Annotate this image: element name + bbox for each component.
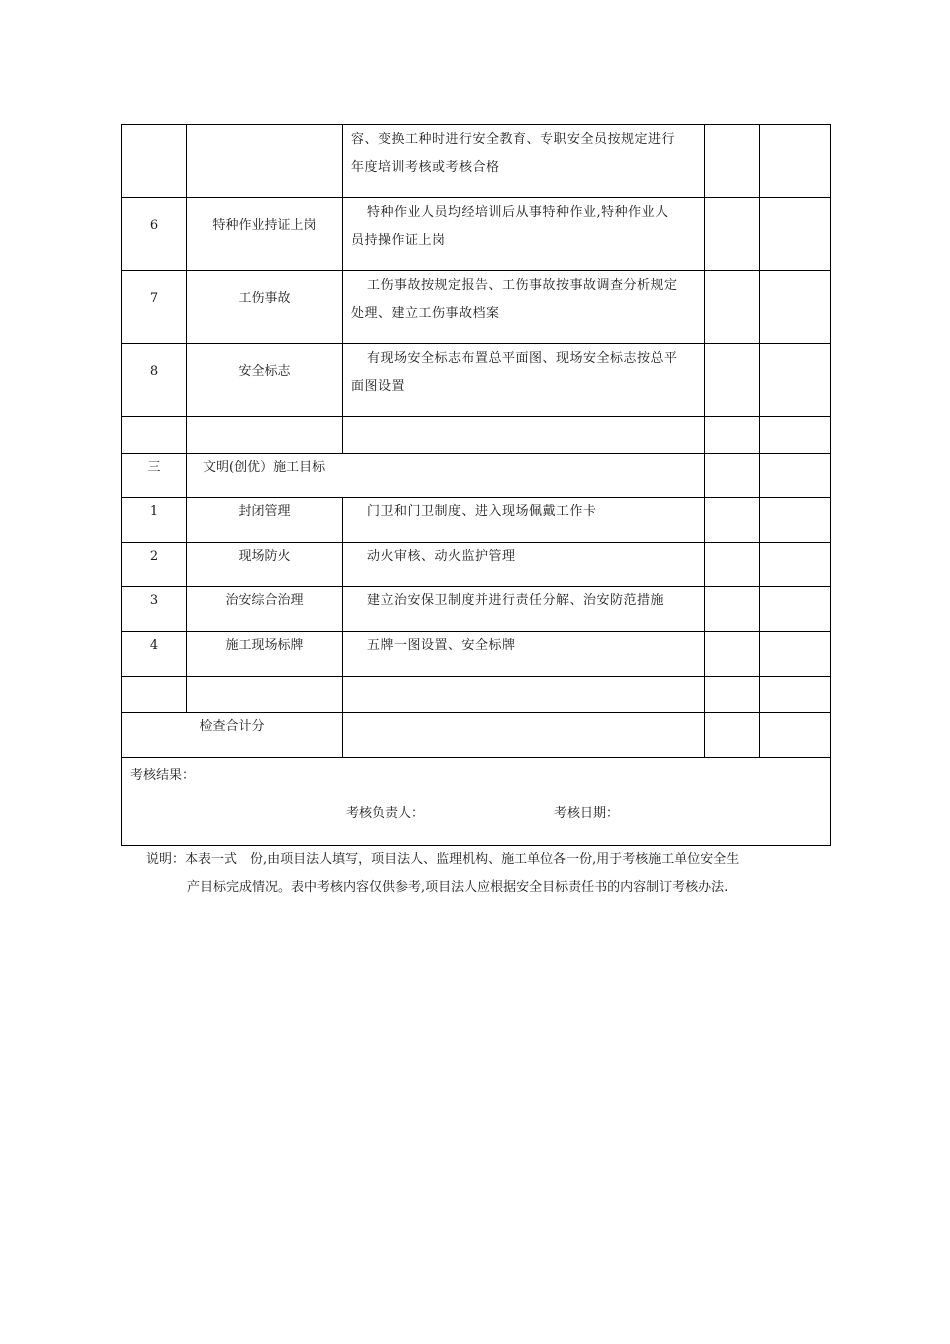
row-item: 治安综合治理 — [187, 587, 343, 632]
row-number: 2 — [122, 543, 187, 587]
empty-row — [122, 417, 831, 454]
row-item: 现场防火 — [187, 543, 343, 587]
row-content: 工伤事故按规定报告、工伤事故按事故调查分析规定 处理、建立工伤事故档案 — [343, 271, 705, 344]
result-label: 考核结果： — [130, 768, 196, 783]
row-number: 3 — [122, 587, 187, 632]
score-cell — [705, 198, 760, 271]
empty-row — [122, 677, 831, 713]
responsible-label: 考核负责人： — [346, 806, 425, 821]
row-item: 安全标志 — [187, 344, 343, 417]
table-row — [122, 587, 831, 632]
score-cell — [705, 498, 760, 543]
score-cell — [705, 271, 760, 344]
result-row — [122, 758, 831, 846]
row-content: 有现场安全标志布置总平面图、现场安全标志按总平 面图设置 — [343, 344, 705, 417]
remark-cell — [760, 543, 831, 587]
row-content: 门卫和门卫制度、进入现场佩戴工作卡 — [343, 498, 705, 543]
row-item: 特种作业持证上岗 — [187, 198, 343, 271]
remark-cell — [760, 713, 831, 758]
assessment-table — [121, 124, 831, 846]
score-cell — [705, 713, 760, 758]
section-number: 三 — [122, 454, 187, 498]
table-row — [122, 125, 831, 198]
row-content: 建立治安保卫制度并进行责任分解、治安防范措施 — [343, 587, 705, 632]
table-row — [122, 632, 831, 677]
remark-cell — [760, 198, 831, 271]
score-cell — [705, 125, 760, 198]
remark-cell — [760, 587, 831, 632]
row-content: 动火审核、动火监护管理 — [343, 543, 705, 587]
footnote — [146, 846, 826, 902]
total-value — [343, 713, 705, 758]
table-row — [122, 543, 831, 587]
table-row — [122, 498, 831, 543]
total-label: 检查合计分 — [122, 713, 343, 758]
row-content: 特种作业人员均经培训后从事特种作业,特种作业人 员持操作证上岗 — [343, 198, 705, 271]
remark-cell — [760, 125, 831, 198]
row-item: 工伤事故 — [187, 271, 343, 344]
score-cell — [705, 344, 760, 417]
row-content: 容、变换工种时进行安全教育、专职安全员按规定进行 年度培训考核或考核合格 — [343, 125, 705, 198]
score-cell — [705, 587, 760, 632]
score-cell — [705, 632, 760, 677]
assessment-result — [122, 758, 831, 846]
table-row — [122, 198, 831, 271]
row-content: 五牌一图设置、安全标牌 — [343, 632, 705, 677]
remark-cell — [760, 454, 831, 498]
row-number: 7 — [122, 271, 187, 344]
remark-cell — [760, 271, 831, 344]
footnote-line-2: 产目标完成情况。表中考核内容仅供参考,项目法人应根据安全目标责任书的内容制订考核办法. — [187, 880, 729, 895]
row-item: 施工现场标牌 — [187, 632, 343, 677]
row-number: 4 — [122, 632, 187, 677]
table-row — [122, 271, 831, 344]
row-number: 1 — [122, 498, 187, 543]
score-cell — [705, 454, 760, 498]
table-row — [122, 344, 831, 417]
row-item: 封闭管理 — [187, 498, 343, 543]
row-number: 6 — [122, 198, 187, 271]
row-number: 8 — [122, 344, 187, 417]
remark-cell — [760, 498, 831, 543]
date-label: 考核日期： — [554, 806, 620, 821]
row-item — [187, 125, 343, 198]
section-title: 文明(创优）施工目标 — [187, 454, 705, 498]
section-header-row — [122, 454, 831, 498]
remark-cell — [760, 344, 831, 417]
remark-cell — [760, 632, 831, 677]
footnote-line-1: 说明：本表一式 份,由项目法人填写，项目法人、监理机构、施工单位各一份,用于考核施工单位安全生 — [146, 852, 740, 867]
row-number — [122, 125, 187, 198]
total-row — [122, 713, 831, 758]
score-cell — [705, 543, 760, 587]
